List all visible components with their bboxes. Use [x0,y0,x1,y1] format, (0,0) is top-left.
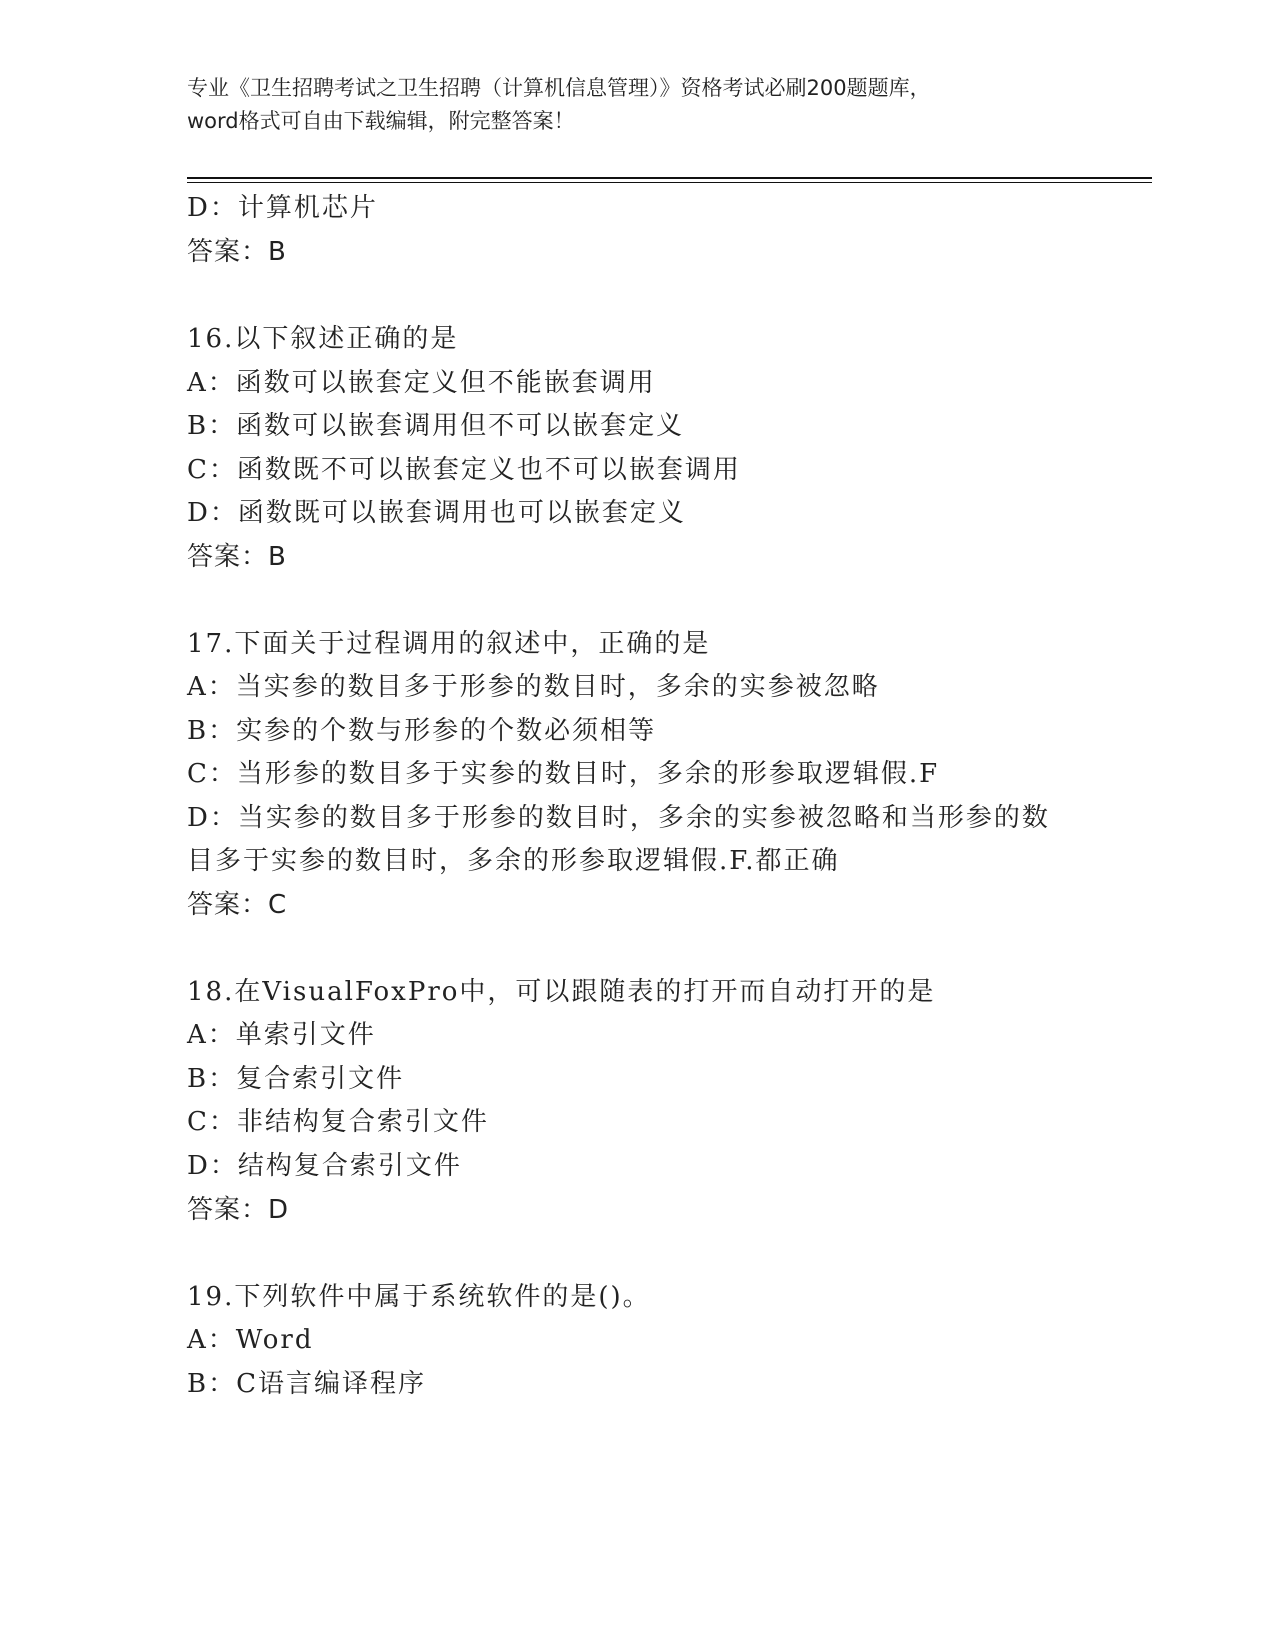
document-header [187,72,1087,138]
q19-question: 19.下列软件中属于系统软件的是()。 [187,1282,651,1312]
header-divider-thick [187,177,1152,179]
q18-option-c: C：非结构复合索引文件 [187,1107,489,1137]
header-divider-thin [187,182,1152,183]
q17-answer: 答案：C [187,890,288,920]
q16-question: 16.以下叙述正确的是 [187,324,459,354]
q19-option-a: A：Word [187,1325,314,1355]
q18-answer: 答案：D [187,1195,290,1225]
q17-option-d-line2: 目多于实参的数目时，多余的形参取逻辑假.F.都正确 [187,846,840,876]
q17-option-d-line1: D：当实参的数目多于形参的数目时，多余的实参被忽略和当形参的数 [187,803,1050,833]
q17-option-b: B：实参的个数与形参的个数必须相等 [187,716,657,746]
q16-option-d: D：函数既可以嵌套调用也可以嵌套定义 [187,498,686,528]
header-title-line1: 专业《卫生招聘考试之卫生招聘（计算机信息管理）》资格考试必刷200题题库， [187,76,931,100]
q18-option-d: D：结构复合索引文件 [187,1151,462,1181]
q17-question: 17.下面关于过程调用的叙述中，正确的是 [187,629,711,659]
q18-option-b: B：复合索引文件 [187,1064,405,1094]
q19-option-b: B：C语言编译程序 [187,1369,427,1399]
q15-option-d: D：计算机芯片 [187,193,378,223]
q15-answer: 答案：B [187,237,287,267]
q16-answer: 答案：B [187,542,287,572]
q18-question: 18.在VisualFoxPro中，可以跟随表的打开而自动打开的是 [187,977,936,1007]
q16-option-b: B：函数可以嵌套调用但不可以嵌套定义 [187,411,685,441]
q17-option-a: A：当实参的数目多于形参的数目时，多余的实参被忽略 [187,672,880,702]
header-title-line2: word格式可自由下载编辑，附完整答案！ [187,109,575,133]
q18-option-a: A：单索引文件 [187,1020,376,1050]
q16-option-c: C：函数既不可以嵌套定义也不可以嵌套调用 [187,455,741,485]
q17-option-c: C：当形参的数目多于实参的数目时，多余的形参取逻辑假.F [187,759,940,789]
q16-option-a: A：函数可以嵌套定义但不能嵌套调用 [187,368,656,398]
